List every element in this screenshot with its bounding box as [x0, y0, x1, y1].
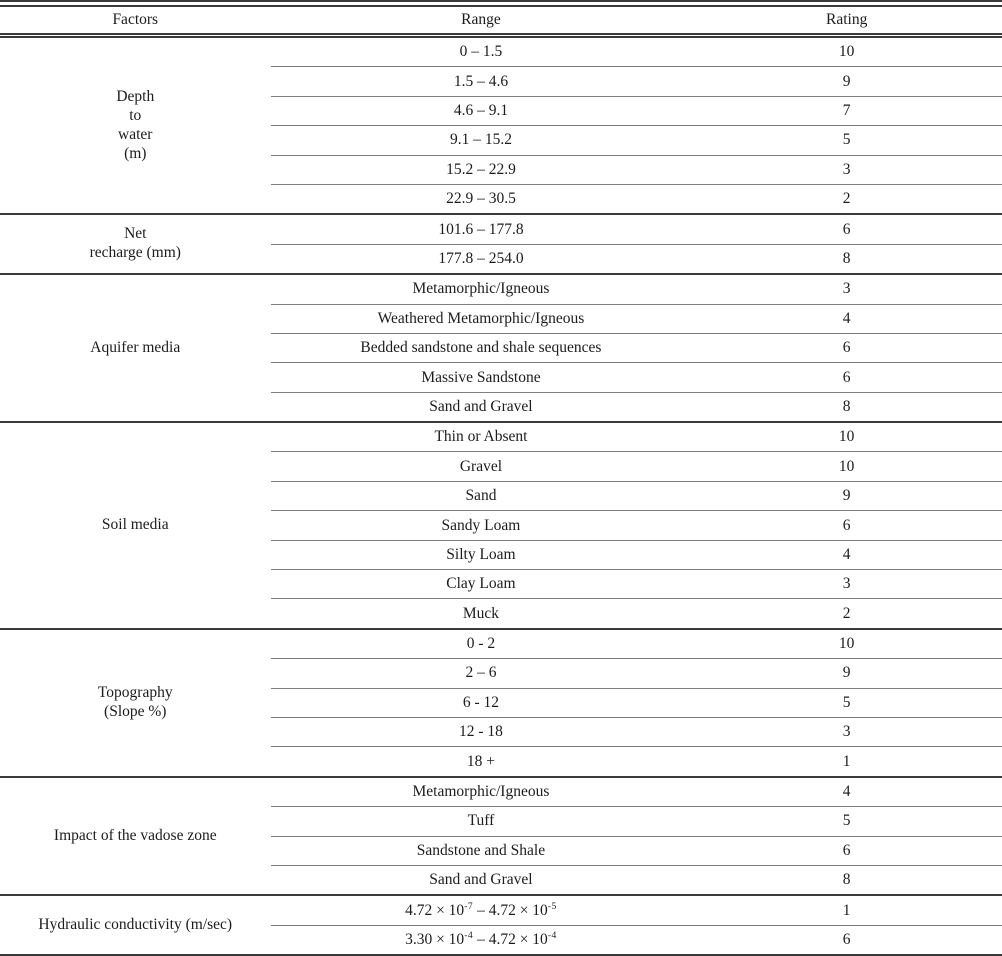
range-exponent: -4 [464, 929, 474, 941]
range-cell: Sand and Gravel [271, 865, 692, 895]
range-cell: 9.1 – 15.2 [271, 126, 692, 155]
factor-line: Topography [97, 683, 173, 701]
range-text: – 4.72 × 10 [473, 931, 548, 948]
range-cell: 6 - 12 [271, 688, 692, 717]
rating-cell: 5 [691, 126, 1002, 155]
rating-cell: 8 [691, 392, 1002, 422]
range-cell: Bedded sandstone and shale sequences [271, 333, 692, 362]
rating-cell: 6 [691, 925, 1002, 955]
range-cell: 4.6 – 9.1 [271, 96, 692, 125]
factor-cell [0, 777, 271, 896]
rating-cell: 6 [691, 333, 1002, 362]
factor-cell [0, 422, 271, 629]
column-header-range: Range [271, 4, 692, 36]
rating-cell: 8 [691, 865, 1002, 895]
range-cell [271, 925, 692, 955]
rating-cell: 3 [691, 274, 1002, 304]
rating-cell: 9 [691, 659, 1002, 688]
rating-cell: 6 [691, 836, 1002, 865]
factor-cell [0, 36, 271, 215]
range-cell: 2 – 6 [271, 659, 692, 688]
range-cell: 22.9 – 30.5 [271, 184, 692, 214]
table-row [0, 214, 1002, 244]
range-cell: 12 - 18 [271, 717, 692, 746]
range-cell: Clay Loam [271, 570, 692, 599]
factor-line: Hydraulic conductivity (m/sec) [38, 915, 233, 933]
table-row [0, 777, 1002, 807]
factor-cell [0, 629, 271, 777]
table-row [0, 422, 1002, 452]
factor-cell [0, 214, 271, 274]
table-row [0, 629, 1002, 659]
column-header-rating: Rating [691, 4, 1002, 36]
range-exponent: -4 [547, 929, 557, 941]
range-cell: Metamorphic/Igneous [271, 777, 692, 807]
factor-line: Impact of the vadose zone [53, 826, 217, 844]
rating-cell: 5 [691, 807, 1002, 836]
range-exponent: -5 [547, 900, 557, 912]
rating-cell: 10 [691, 422, 1002, 452]
rating-cell: 3 [691, 570, 1002, 599]
factor-line: to [129, 106, 142, 124]
factor-cell [0, 274, 271, 422]
range-text: 4.72 × 10 [405, 901, 465, 919]
range-cell: Thin or Absent [271, 422, 692, 452]
range-cell: Muck [271, 599, 692, 629]
range-cell: Sand [271, 481, 692, 510]
rating-cell: 10 [691, 629, 1002, 659]
range-exponent: -7 [464, 900, 474, 912]
table-body [0, 36, 1002, 956]
rating-cell: 9 [691, 67, 1002, 96]
range-cell: Tuff [271, 807, 692, 836]
rating-cell: 4 [691, 777, 1002, 807]
range-text: – 4.72 × 10 [473, 901, 548, 919]
rating-cell: 2 [691, 599, 1002, 629]
rating-cell: 3 [691, 155, 1002, 184]
factor-line: (m) [124, 144, 147, 162]
factor-line: recharge (mm) [89, 244, 181, 262]
range-cell: 0 – 1.5 [459, 43, 503, 61]
rating-cell: 9 [691, 481, 1002, 510]
range-cell: Metamorphic/Igneous [271, 274, 692, 304]
rating-cell: 10 [838, 43, 855, 61]
rating-cell: 4 [691, 304, 1002, 333]
table-row [0, 274, 1002, 304]
range-cell: 0 - 2 [271, 629, 692, 659]
range-cell [271, 895, 692, 925]
rating-cell: 6 [691, 214, 1002, 244]
range-cell: Massive Sandstone [271, 363, 692, 392]
rating-cell: 1 [691, 895, 1002, 925]
factor-cell [0, 895, 271, 955]
range-cell: Sand and Gravel [271, 392, 692, 422]
column-header-factors: Factors [0, 4, 271, 36]
range-cell: Gravel [271, 452, 692, 481]
rating-cell: 1 [691, 747, 1002, 777]
range-cell: 15.2 – 22.9 [271, 155, 692, 184]
rating-cell: 4 [691, 540, 1002, 569]
table-header-row [0, 4, 1002, 36]
range-cell: 177.8 – 254.0 [271, 244, 692, 274]
factor-line: Soil media [101, 515, 169, 533]
range-cell: Silty Loam [271, 540, 692, 569]
range-cell: 1.5 – 4.6 [271, 67, 692, 96]
factor-line: Aquifer media [90, 338, 181, 356]
rating-cell: 6 [691, 363, 1002, 392]
range-cell: Weathered Metamorphic/Igneous [271, 304, 692, 333]
factor-line: water [118, 125, 153, 143]
table-row [0, 895, 1002, 925]
factor-line: Net [124, 225, 147, 243]
rating-cell: 6 [691, 511, 1002, 540]
range-cell: 18 + [271, 747, 692, 777]
rating-cell: 3 [691, 717, 1002, 746]
range-cell: 101.6 – 177.8 [271, 214, 692, 244]
table-row [0, 36, 1002, 67]
range-cell: Sandstone and Shale [271, 836, 692, 865]
rating-cell: 5 [691, 688, 1002, 717]
rating-cell: 8 [691, 244, 1002, 274]
factor-line: (Slope %) [104, 702, 167, 720]
factor-line: Depth [116, 87, 155, 105]
rating-cell: 2 [691, 184, 1002, 214]
rating-cell: 7 [691, 96, 1002, 125]
rating-cell: 10 [691, 452, 1002, 481]
range-cell: Sandy Loam [271, 511, 692, 540]
range-text: 3.30 × 10 [405, 931, 465, 948]
